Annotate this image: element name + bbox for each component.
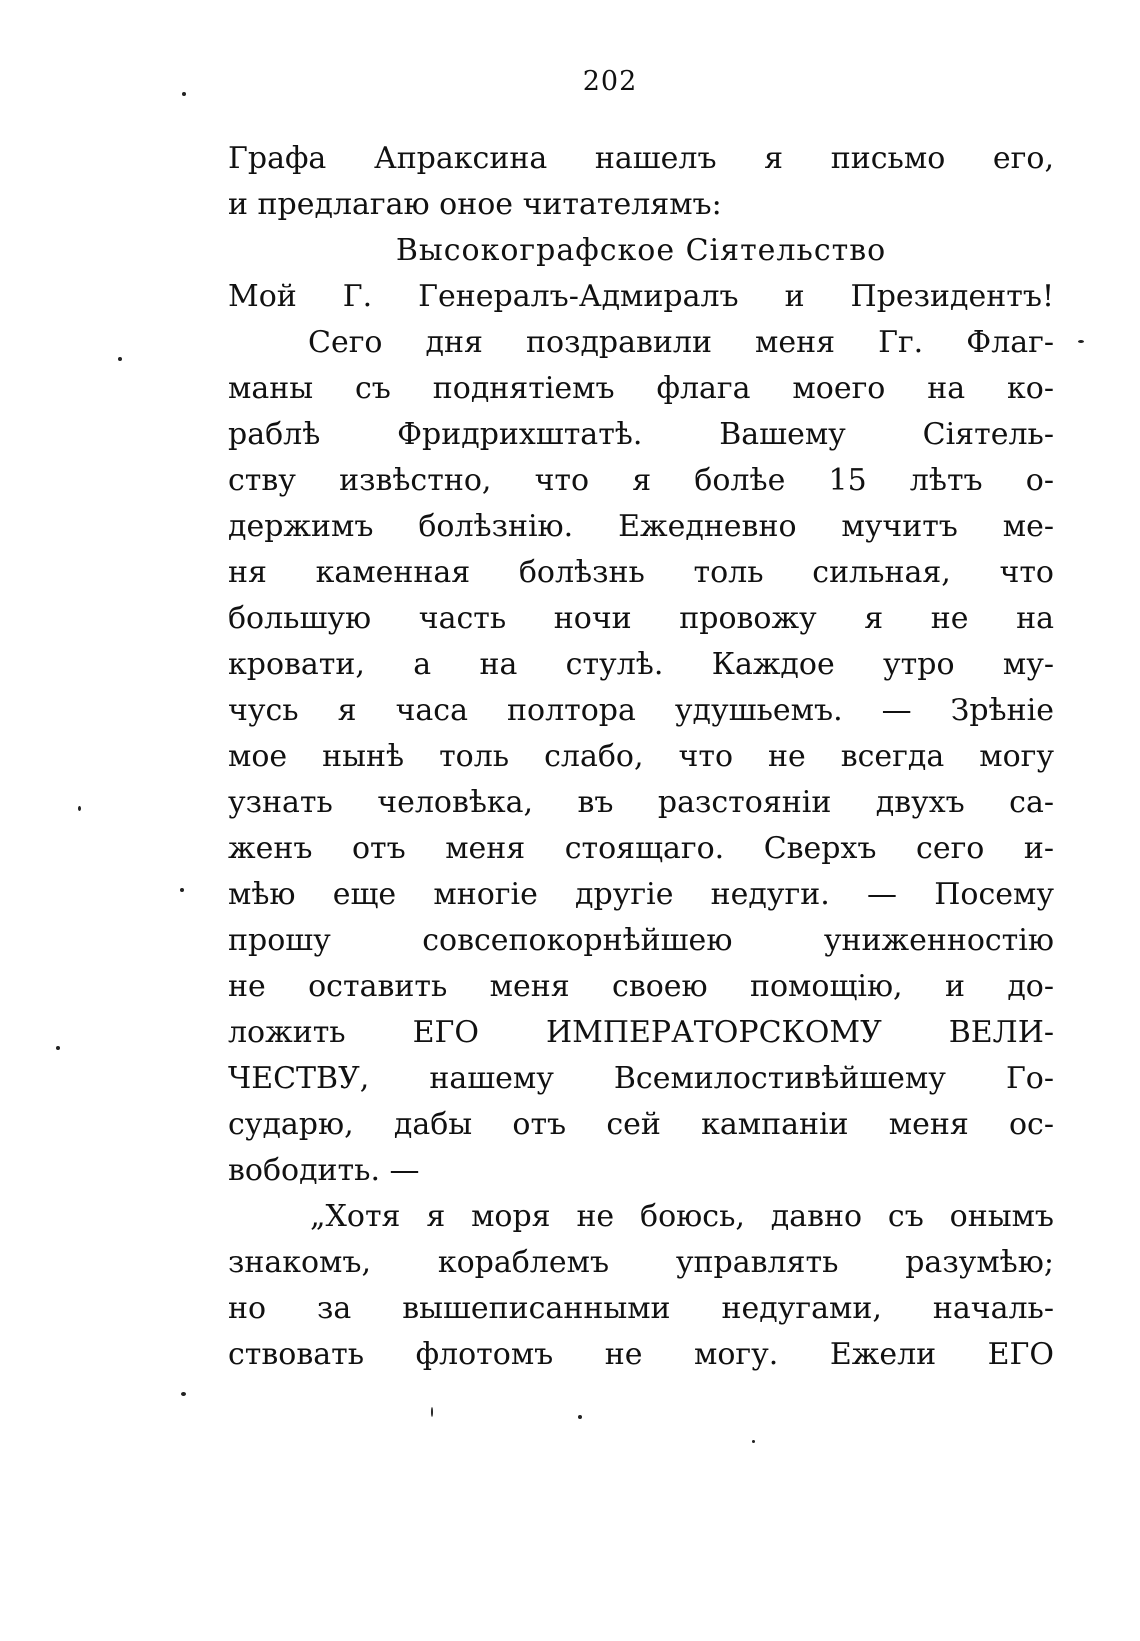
text-line: ня каменная болѣзнь толь сильная, что (228, 555, 1054, 590)
text-line: вободить. — (228, 1153, 420, 1188)
text-line: женъ отъ меня стоящаго. Сверхъ сего и- (228, 831, 1054, 866)
scan-speck (1078, 340, 1084, 343)
text-line: чусь я часа полтора удушьемъ. — Зрѣніе (228, 693, 1054, 728)
text-line: ствовать флотомъ не могу. Ежели ЕГО (228, 1337, 1054, 1372)
text-line: большую часть ночи провожу я не на (228, 601, 1054, 636)
text-line: ложить ЕГО ИМПЕРАТОРСКОМУ ВЕЛИ- (228, 1015, 1054, 1050)
scan-speck (180, 888, 184, 892)
text-line: знакомъ, кораблемъ управлять разумѣю; (228, 1245, 1054, 1280)
scan-speck (78, 806, 81, 811)
scan-speck (431, 1407, 433, 1417)
text-line: Сего дня поздравили меня Гг. Флаг- (308, 325, 1054, 360)
scan-speck (56, 1046, 60, 1050)
text-line: сударю, дабы отъ сей кампаніи меня ос- (228, 1107, 1054, 1142)
text-line: Графа Апраксина нашелъ я письмо его, (228, 141, 1054, 176)
text-line: раблѣ Фридрихштатѣ. Вашему Сіятель- (228, 417, 1054, 452)
text-line: узнать человѣка, въ разстояніи двухъ са- (228, 785, 1054, 820)
scan-speck (118, 357, 122, 361)
text-line: не оставить меня своею помощію, и до- (228, 969, 1054, 1004)
text-line: мѣю еще многіе другіе недуги. — Посему (228, 877, 1054, 912)
page-number: 202 (582, 66, 638, 97)
text-line: ству извѣстно, что я болѣе 15 лѣтъ о- (228, 463, 1054, 498)
text-line: но за вышеписанными недугами, началь- (228, 1291, 1054, 1326)
text-line: мое нынѣ толь слабо, что не всегда могу (228, 739, 1054, 774)
text-line: кровати, а на стулѣ. Каждое утро му- (228, 647, 1054, 682)
scan-speck (181, 1392, 186, 1396)
scan-speck (182, 92, 186, 96)
scan-speck (578, 1415, 582, 1419)
text-line: и предлагаю оное читателямъ: (228, 187, 722, 222)
salutation-line: Высокографское Сіятельство (395, 233, 887, 268)
text-line: ЧЕСТВУ, нашему Всемилостивѣйшему Го- (228, 1061, 1054, 1096)
text-line: „Хотя я моря не боюсь, давно съ онымъ (310, 1199, 1054, 1234)
text-line: маны съ поднятіемъ флага моего на ко- (228, 371, 1054, 406)
text-line: прошу совсепокорнѣйшею униженностію (228, 923, 1054, 958)
text-line: держимъ болѣзнію. Ежедневно мучитъ ме- (228, 509, 1054, 544)
salutation-line: Мой Г. Генералъ-Адмиралъ и Президентъ! (228, 279, 1054, 314)
scan-speck (752, 1440, 755, 1443)
body-text (228, 136, 1054, 1378)
